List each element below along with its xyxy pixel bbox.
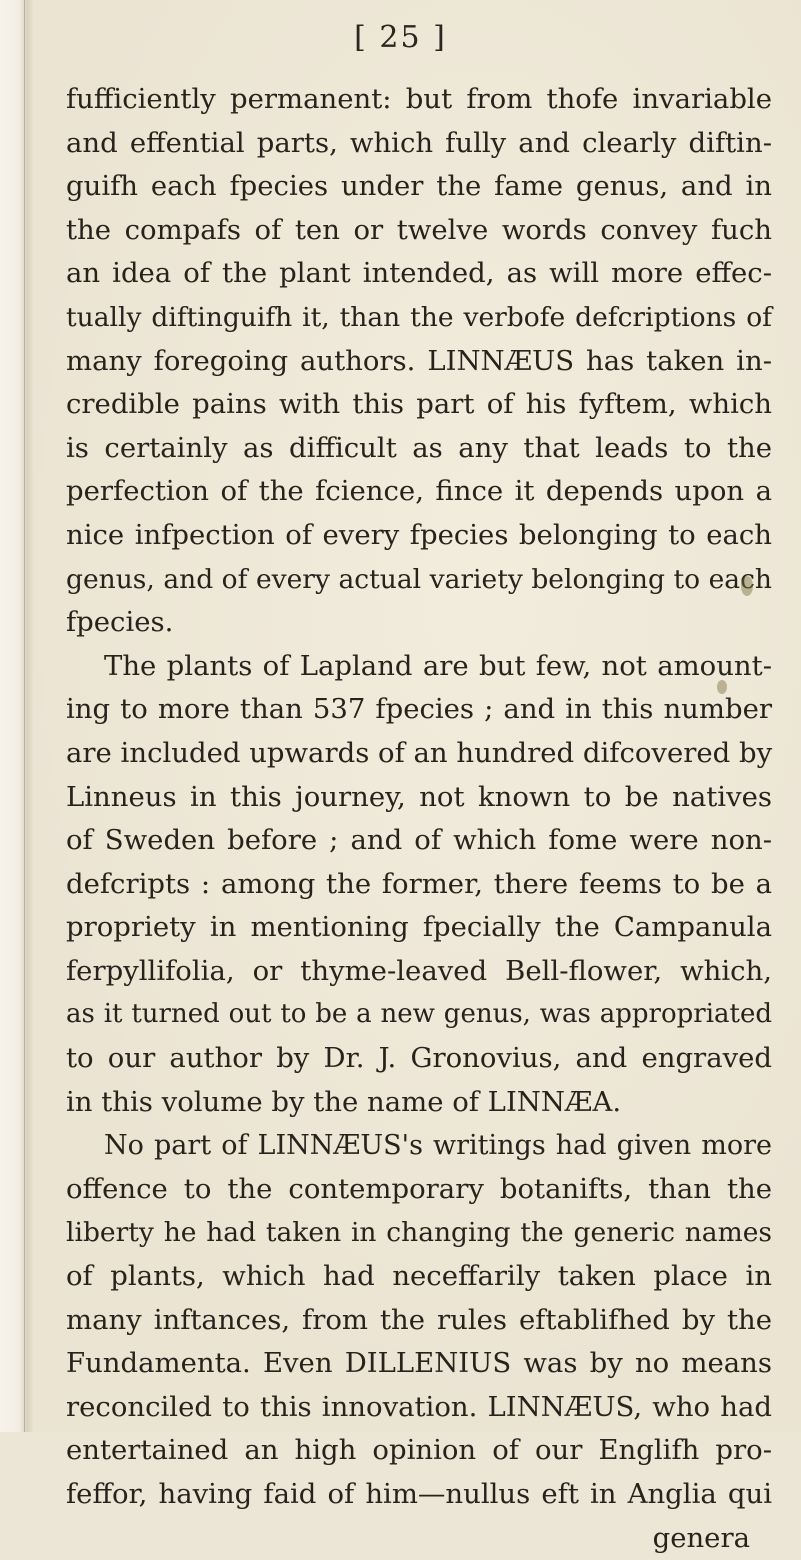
page-number: [ 25 ] bbox=[354, 20, 447, 55]
text-line: and effential parts, which fully and clearly diftin- bbox=[66, 126, 772, 159]
text-line: an idea of the plant intended, as will more effec- bbox=[66, 257, 772, 290]
text-line: nice infpection of every fpecies belonging to each bbox=[66, 518, 772, 551]
text-line: feffor, having faid of him—nullus eft in Anglia qui bbox=[66, 1478, 772, 1510]
text-line: fufficiently permanent: but from thofe invariable bbox=[66, 83, 772, 115]
text-line: many inftances, from the rules eftablifhed by the bbox=[66, 1303, 772, 1336]
text-line: genera bbox=[652, 1521, 750, 1554]
text-line: The plants of Lapland are but few, not amount- bbox=[104, 649, 772, 682]
text-line: many foregoing authors. LINNÆUS has taken in- bbox=[66, 344, 772, 377]
text-line: the compafs of ten or twelve words convey fuch bbox=[66, 213, 772, 246]
text-line: is certainly as difficult as any that leads to the bbox=[66, 431, 772, 464]
page-binding-edge bbox=[0, 0, 34, 1432]
text-line: tually diftinguifh it, than the verbofe defcriptions of bbox=[66, 301, 772, 333]
text-line: of plants, which had neceffarily taken place in bbox=[66, 1260, 772, 1293]
text-line: ferpyllifolia, or thyme-leaved Bell-flower, which, bbox=[66, 954, 772, 987]
binding-line bbox=[24, 0, 25, 1432]
text-line: in this volume by the name of LINNÆA. bbox=[66, 1085, 622, 1118]
text-line: liberty he had taken in changing the generic names bbox=[66, 1217, 772, 1249]
text-line: defcripts : among the former, there feems to be a bbox=[66, 867, 772, 900]
text-line: propriety in mentioning fpecially the Campanula bbox=[66, 911, 772, 944]
text-line: Linneus in this journey, not known to be natives bbox=[66, 780, 772, 813]
text-line: Fundamenta. Even DILLENIUS was by no means bbox=[66, 1347, 772, 1380]
text-line: offence to the contemporary botanifts, than the bbox=[66, 1172, 772, 1205]
ink-smudge bbox=[741, 576, 753, 596]
text-line: as it turned out to be a new genus, was appropriated bbox=[66, 999, 772, 1030]
text-line: fpecies. bbox=[66, 606, 174, 639]
text-line: genus, and of every actual variety belonging to each bbox=[66, 563, 772, 595]
body-text bbox=[66, 78, 772, 1560]
text-line: to our author by Dr. J. Gronovius, and engraved bbox=[66, 1042, 772, 1075]
text-line: No part of LINNÆUS's writings had given more bbox=[104, 1130, 772, 1162]
ink-smudge bbox=[717, 680, 727, 694]
text-line: of Sweden before ; and of which fome were non- bbox=[66, 824, 772, 857]
text-line: entertained an high opinion of our Englifh pro- bbox=[66, 1434, 772, 1467]
text-line: are included upwards of an hundred difcovered by bbox=[66, 736, 773, 769]
text-line: ing to more than 537 fpecies ; and in this number bbox=[66, 693, 772, 726]
text-line: guifh each fpecies under the fame genus, and in bbox=[66, 170, 772, 203]
text-line: perfection of the fcience, fince it depends upon a bbox=[66, 475, 772, 508]
text-line: reconciled to this innovation. LINNÆUS, who had bbox=[66, 1390, 772, 1423]
text-line: credible pains with this part of his fyftem, which bbox=[66, 388, 772, 421]
